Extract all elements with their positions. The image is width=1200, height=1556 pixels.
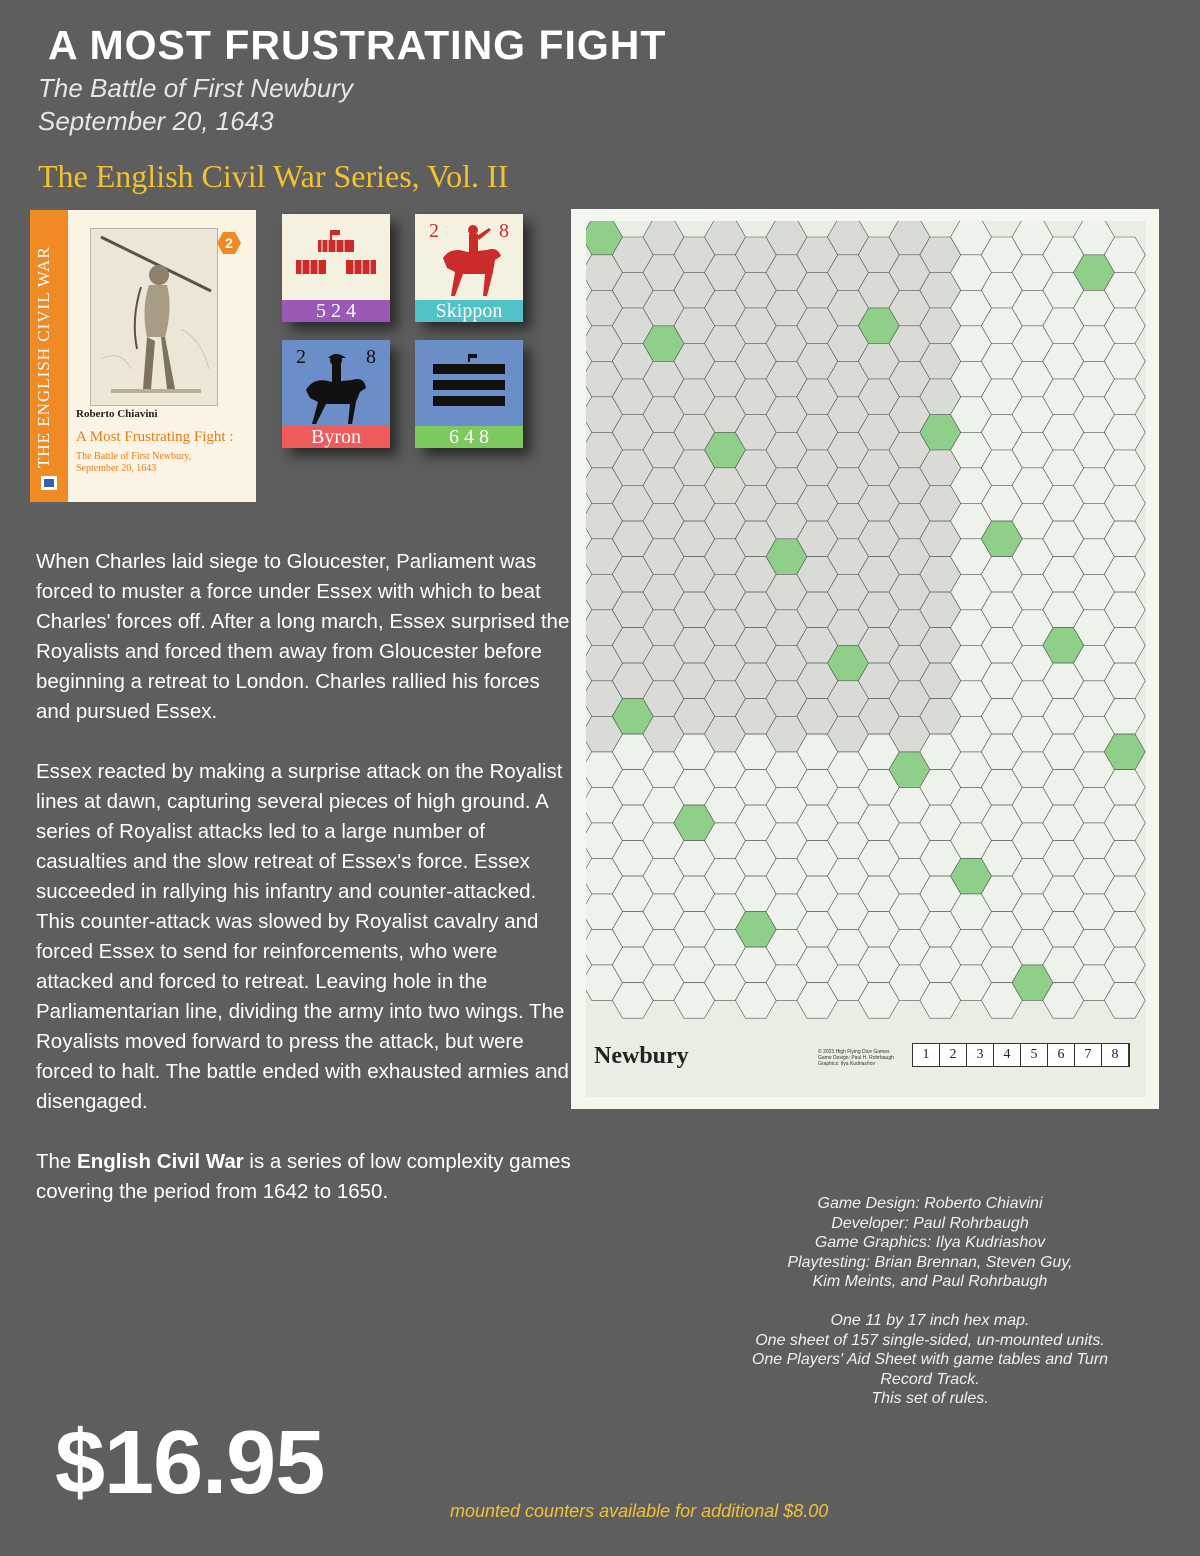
description-paragraph <box>36 1147 576 1207</box>
series-name: English Civil War <box>77 1150 244 1173</box>
subtitle-battle: The Battle of First Newbury <box>38 73 353 103</box>
counter-top-left: 2 <box>296 346 306 368</box>
cover-subtitle-battle: The Battle of First Newbury, <box>76 451 192 462</box>
svg-text:2: 2 <box>225 235 233 251</box>
counter-top-right: 8 <box>499 220 509 242</box>
counter-values: 6 4 8 <box>415 426 523 448</box>
components-line: This set of rules. <box>871 1390 989 1407</box>
subtitle-date: September 20, 1643 <box>38 106 274 136</box>
description-paragraph: Essex reacted by making a surprise attack on the Royalist lines at dawn, capturing several pieces of high ground. A series of Royalist attacks led to a large number of casualties and the slow retreat of Essex's force. Essex succeeded in rallying his infantry and counter-attacked. This counter-attack was slowed by Royalist cavalry and forced Essex to send for reinforcements, who were attacked and forced to retreat. Leaving hole in the Parliamentarian line, dividing the army into two wings. The Royalists moved forward to press the attack, but were forced to halt. The battle ended with exhausted armies and disengaged. <box>36 760 569 1113</box>
components-line: One sheet of 157 single-sided, un-mounted units. <box>755 1331 1105 1349</box>
counter-top-left: 2 <box>429 220 439 242</box>
infantry-block-icon <box>296 230 376 288</box>
credits <box>730 1194 1130 1409</box>
cover-title: A Most Frustrating Fight : <box>76 429 234 445</box>
book-cover <box>30 210 256 502</box>
turn-box: 1 <box>913 1044 940 1066</box>
credit-line: Developer: Paul Rohrbaugh <box>831 1214 1029 1232</box>
cavalry-rider-icon <box>437 222 505 298</box>
cover-spine-text: THE ENGLISH CIVIL WAR <box>34 246 53 468</box>
cover-illustration <box>90 228 218 406</box>
counter-top-right: 8 <box>366 346 376 368</box>
counter-infantry-parliament <box>415 340 523 448</box>
subtitle <box>38 72 353 138</box>
turn-box: 2 <box>940 1044 967 1066</box>
turn-box: 6 <box>1048 1044 1075 1066</box>
copyright-line: Game Design: Paul H. Rohrbaugh <box>818 1055 894 1061</box>
counter-skippon <box>415 214 523 322</box>
description <box>36 547 576 1237</box>
cover-spine <box>30 210 68 502</box>
series-desc: is a series of low complexity games covering the period from 1642 to 1650. <box>36 1150 571 1203</box>
counter-name: Byron <box>282 426 390 448</box>
map-copyright <box>818 1049 894 1067</box>
copyright-line: © 2023 High Flying Dice Games <box>818 1049 890 1055</box>
turn-box: 7 <box>1075 1044 1102 1066</box>
credit-line: Playtesting: Brian Brennan, Steven Guy, <box>787 1253 1073 1271</box>
copyright-line: Graphics: Ilya Kudriashov <box>818 1061 875 1067</box>
counter-name: Skippon <box>415 300 523 322</box>
series-title: The English Civil War Series, Vol. II <box>38 158 509 194</box>
map-name: Newbury <box>594 1043 689 1069</box>
components-line: One Players' Aid Sheet with game tables and Turn <box>751 1351 1109 1368</box>
cover-subtitle <box>76 451 191 475</box>
infantry-block-icon <box>429 354 509 412</box>
credit-line: Game Graphics: Ilya Kudriashov <box>814 1234 1046 1251</box>
publisher-logo-icon <box>41 476 57 490</box>
turn-box: 4 <box>994 1044 1021 1066</box>
musketeer-engraving-icon <box>91 229 217 405</box>
series-intro: The <box>36 1150 78 1173</box>
page-title: A MOST FRUSTRATING FIGHT <box>48 22 667 68</box>
credit-line: Kim Meints, and Paul Rohrbaugh <box>812 1273 1048 1290</box>
price: $16.95 <box>55 1413 325 1513</box>
description-paragraph: When Charles laid siege to Gloucester, Parliament was forced to muster a force under Essex with which to beat Charles' forces off. After a long march, Essex surprised the Royalists and forced them away from Gloucester before beginning a retreat to London. Charles rallied his forces and pursued Essex. <box>36 550 570 723</box>
counter-byron <box>282 340 390 448</box>
turn-box: 3 <box>967 1044 994 1066</box>
credit-line: Game Design: Roberto Chiavini <box>817 1195 1043 1212</box>
turn-box: 8 <box>1102 1044 1129 1066</box>
cover-author: Roberto Chiavini <box>76 408 158 420</box>
game-map <box>571 209 1159 1109</box>
cavalry-rider-icon <box>302 350 370 426</box>
mounted-counters-note: mounted counters available for additional $8.00 <box>450 1501 829 1521</box>
turn-box: 5 <box>1021 1044 1048 1066</box>
components-line: Record Track. <box>880 1370 980 1388</box>
components-line: One 11 by 17 inch hex map. <box>830 1312 1030 1329</box>
credit-spacer <box>730 1292 1130 1312</box>
hex-grid <box>586 221 1146 1097</box>
cover-subtitle-date: September 20, 1643 <box>76 463 157 474</box>
map-field <box>586 221 1146 1097</box>
counter-values: 5 2 4 <box>282 300 390 322</box>
turn-record-track <box>912 1043 1130 1067</box>
volume-badge-icon <box>216 231 242 255</box>
counter-infantry-royalist <box>282 214 390 322</box>
